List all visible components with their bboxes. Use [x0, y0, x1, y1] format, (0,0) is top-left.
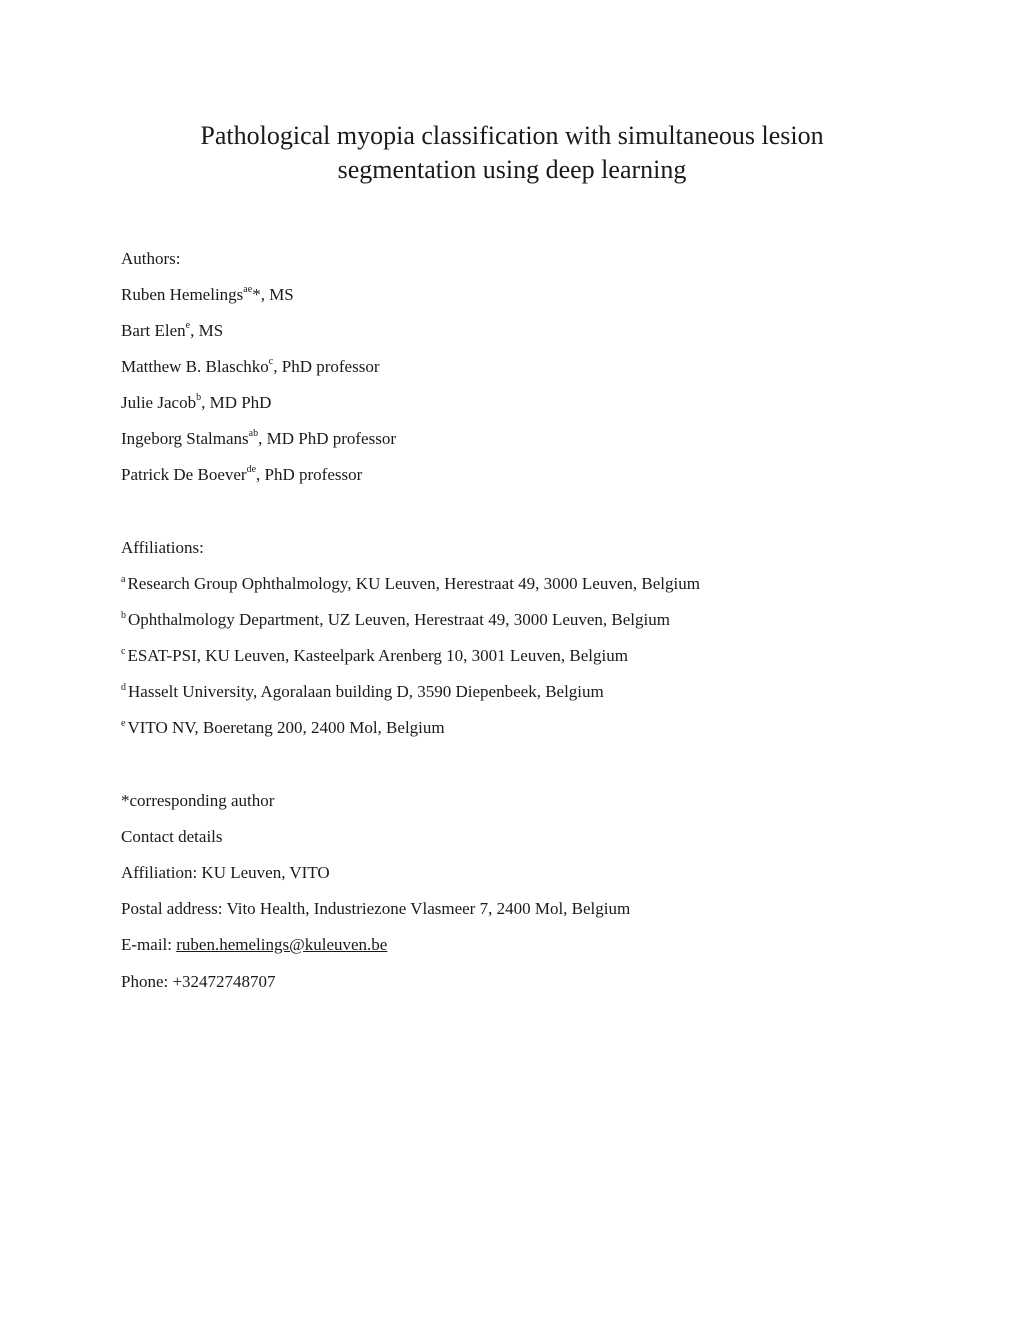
contact-phone: Phone: +32472748707	[121, 972, 276, 991]
paper-title-line-2: segmentation using deep learning	[337, 155, 687, 184]
author-affiliation-marker: b	[196, 392, 202, 404]
author-name: Julie Jacob	[121, 393, 197, 412]
affiliation-marker: e	[121, 718, 126, 730]
contact-email-line	[121, 934, 387, 956]
affiliation-marker: b	[121, 610, 126, 622]
affiliation-line	[121, 573, 700, 595]
affiliation-text: Hasselt University, Agoralaan building D, 3590 Diepenbeek, Belgium	[128, 682, 604, 701]
author-affiliation-marker: c	[268, 356, 274, 368]
author-line	[121, 320, 223, 342]
contact-affiliation: Affiliation: KU Leuven, VITO	[121, 863, 330, 882]
author-name: Patrick De Boever	[121, 465, 247, 484]
author-degree: , PhD professor	[273, 357, 380, 376]
author-line	[121, 428, 396, 450]
affiliation-text: ESAT-PSI, KU Leuven, Kasteelpark Arenberg 10, 3001 Leuven, Belgium	[127, 646, 628, 665]
affiliation-line	[121, 717, 445, 739]
author-affiliation-marker: ae	[243, 284, 253, 296]
email-label: E-mail:	[121, 935, 177, 954]
affiliation-marker: a	[121, 574, 126, 586]
contact-details-heading: Contact details	[121, 827, 223, 846]
email-link[interactable]: ruben.hemelings@kuleuven.be	[176, 935, 388, 954]
author-affiliation-marker: ab	[248, 428, 259, 440]
paper-title-line-1: Pathological myopia classification with simultaneous lesion	[200, 121, 824, 150]
affiliation-text: Ophthalmology Department, UZ Leuven, Herestraat 49, 3000 Leuven, Belgium	[128, 610, 670, 629]
authors-heading: Authors:	[121, 249, 181, 268]
author-line	[121, 464, 362, 486]
affiliation-text: VITO NV, Boeretang 200, 2400 Mol, Belgium	[127, 718, 445, 737]
author-affiliation-marker: de	[246, 464, 257, 476]
affiliation-line	[121, 681, 604, 703]
author-degree: , MD PhD	[201, 393, 272, 412]
affiliation-line	[121, 609, 670, 631]
corresponding-author-note: *corresponding author	[121, 791, 275, 810]
author-affiliation-marker: e	[185, 320, 191, 332]
author-name: Bart Elen	[121, 321, 186, 340]
affiliation-text: Research Group Ophthalmology, KU Leuven, Herestraat 49, 3000 Leuven, Belgium	[127, 574, 700, 593]
affiliation-line	[121, 645, 628, 667]
affiliations-heading: Affiliations:	[121, 538, 204, 557]
author-degree: , MD PhD professor	[258, 429, 396, 448]
author-line	[121, 284, 294, 306]
affiliation-marker: c	[121, 646, 126, 658]
author-line	[121, 392, 271, 414]
author-name: Ingeborg Stalmans	[121, 429, 249, 448]
author-degree: , MS	[190, 321, 224, 340]
author-line	[121, 356, 380, 378]
author-degree: *, MS	[252, 285, 294, 304]
author-degree: , PhD professor	[256, 465, 363, 484]
author-name: Ruben Hemelings	[121, 285, 244, 304]
contact-postal-address: Postal address: Vito Health, Industriezone Vlasmeer 7, 2400 Mol, Belgium	[121, 899, 631, 918]
affiliation-marker: d	[121, 682, 126, 694]
author-name: Matthew B. Blaschko	[121, 357, 269, 376]
paper-title	[0, 119, 1024, 187]
